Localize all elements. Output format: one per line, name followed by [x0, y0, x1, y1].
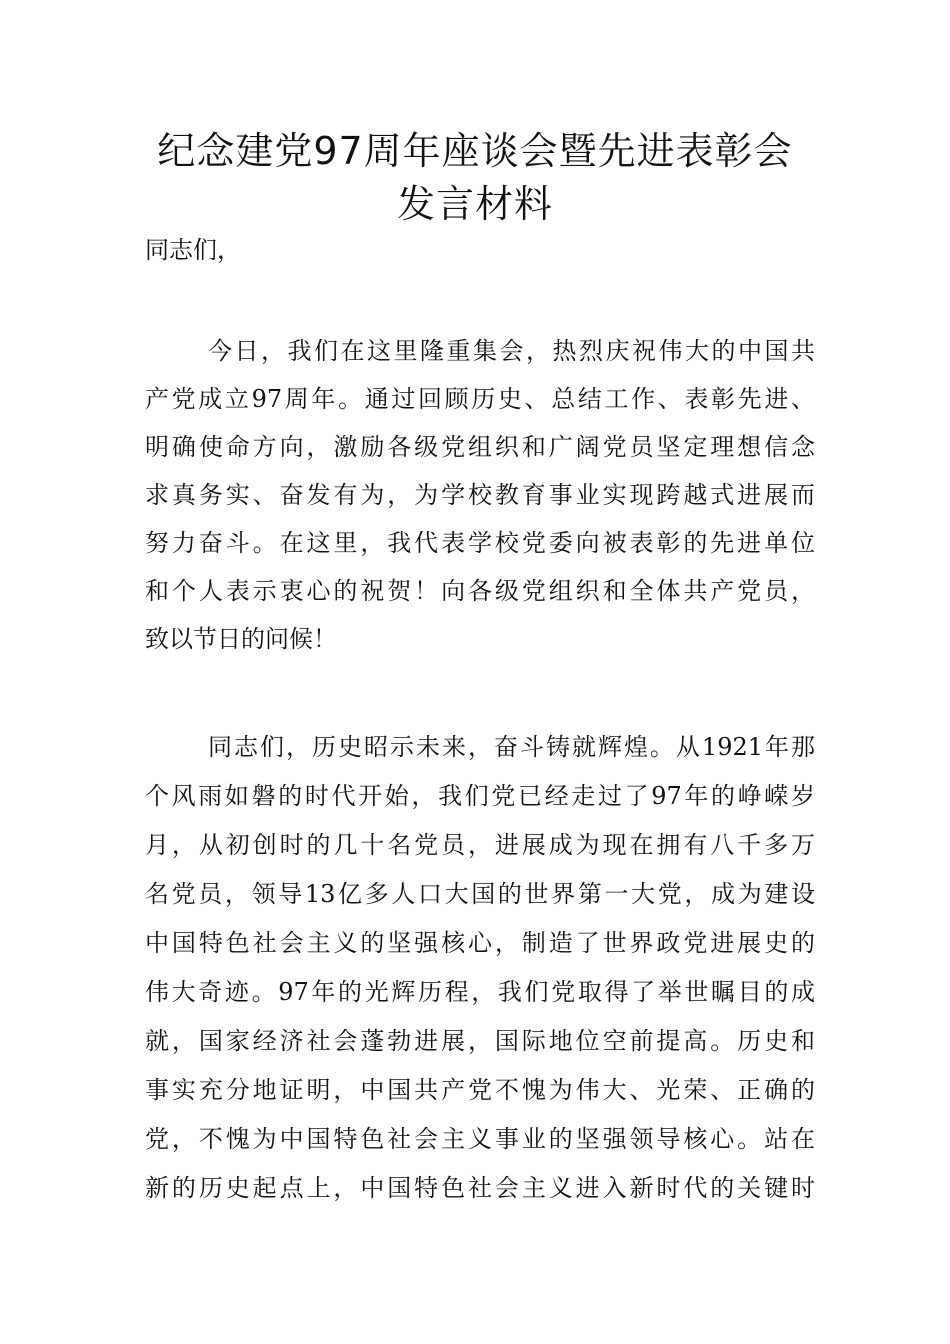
paragraph-1-line-5: 努力奋斗。在这里，我代表学校党委向被表彰的先进单位 — [145, 529, 815, 557]
paragraph-2-line-8: 事实充分地证明，中国共产党不愧为伟大、光荣、正确的 — [145, 1076, 815, 1104]
paragraph-2-line-4: 名党员，领导13亿多人口大国的世界第一大党，成为建设 — [145, 880, 815, 908]
paragraph-1-line-1: 今日，我们在这里隆重集会，热烈庆祝伟大的中国共 — [208, 337, 815, 365]
paragraph-2-line-6: 伟大奇迹。97年的光辉历程，我们党取得了举世瞩目的成 — [145, 978, 815, 1006]
document-title-line-1: 纪念建党97周年座谈会暨先进表彰会 — [157, 129, 793, 173]
paragraph-1-line-6: 和个人表示衷心的祝贺！向各级党组织和全体共产党员， — [145, 577, 815, 605]
paragraph-1-line-2: 产党成立97周年。通过回顾历史、总结工作、表彰先进、 — [145, 385, 815, 413]
paragraph-2-line-5: 中国特色社会主义的坚强核心，制造了世界政党进展史的 — [145, 929, 815, 957]
paragraph-2-line-7: 就，国家经济社会蓬勃进展，国际地位空前提高。历史和 — [145, 1027, 815, 1055]
paragraph-1-line-7: 致以节日的问候！ — [145, 625, 337, 653]
paragraph-2-line-1: 同志们，历史昭示未来，奋斗铸就辉煌。从1921年那 — [208, 733, 815, 761]
document-title-line-2: 发言材料 — [396, 182, 553, 226]
paragraph-1-line-3: 明确使命方向，激励各级党组织和广阔党员坚定理想信念 — [145, 433, 815, 461]
paragraph-2-line-3: 月，从初创时的几十名党员，进展成为现在拥有八千多万 — [145, 831, 815, 859]
paragraph-2-line-9: 党，不愧为中国特色社会主义事业的坚强领导核心。站在 — [145, 1125, 815, 1153]
paragraph-2-line-2: 个风雨如磐的时代开始，我们党已经走过了97年的峥嵘岁 — [145, 782, 815, 810]
paragraph-2-line-10: 新的历史起点上，中国特色社会主义进入新时代的关键时 — [145, 1174, 815, 1202]
salutation: 同志们， — [145, 236, 241, 264]
paragraph-1-line-4: 求真务实、奋发有为，为学校教育事业实现跨越式进展而 — [145, 481, 815, 509]
